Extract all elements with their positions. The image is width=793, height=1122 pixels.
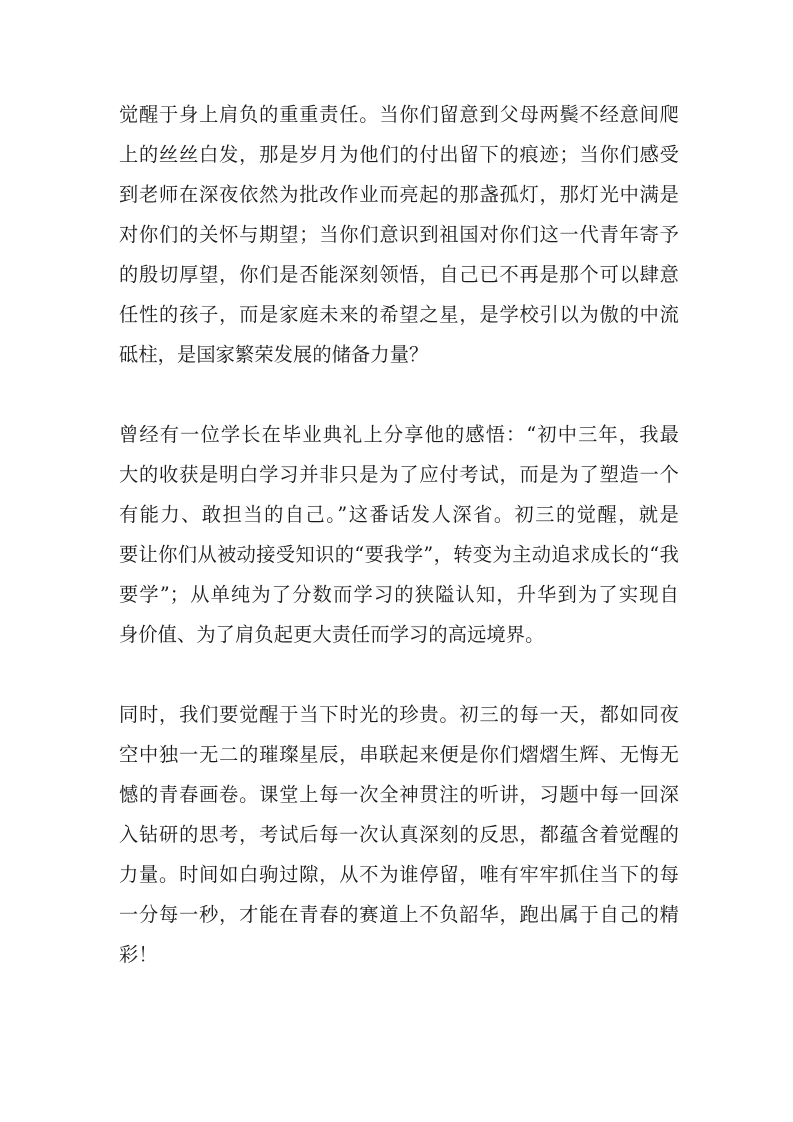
text-line: 大的收获是明白学习并非只是为了应付考试，而是为了塑造一个	[119, 463, 679, 486]
text-line: 入钻研的思考，考试后每一次认真深刻的反思，都蕴含着觉醒的	[119, 823, 679, 846]
text-line: 力量。时间如白驹过隙，从不为谁停留，唯有牢牢抓住当下的每	[119, 863, 679, 886]
text-line: 到老师在深夜依然为批改作业而亮起的那盏孤灯，那灯光中满是	[119, 183, 679, 206]
document-page	[119, 95, 679, 975]
text-line: 砥柱，是国家繁荣发展的储备力量？	[119, 343, 429, 366]
text-line: 身价值、为了肩负起更大责任而学习的高远境界。	[119, 623, 545, 646]
text-line: 对你们的关怀与期望；当你们意识到祖国对你们这一代青年寄予	[119, 223, 679, 246]
text-line: 有能力、敢担当的自己。”这番话发人深省。初三的觉醒，就是	[119, 503, 679, 526]
paragraph-3	[119, 695, 679, 975]
text-line: 要学”；从单纯为了分数而学习的狭隘认知，升华到为了实现自	[119, 583, 679, 606]
text-line: 彩！	[119, 943, 158, 966]
text-line: 觉醒于身上肩负的重重责任。当你们留意到父母两鬓不经意间爬	[119, 103, 679, 126]
text-line: 一分每一秒，才能在青春的赛道上不负韶华，跑出属于自己的精	[119, 903, 679, 926]
paragraph-2	[119, 415, 679, 655]
paragraph-1	[119, 95, 679, 375]
text-line: 曾经有一位学长在毕业典礼上分享他的感悟：“初中三年，我最	[119, 423, 679, 446]
text-line: 憾的青春画卷。课堂上每一次全神贯注的听讲，习题中每一回深	[119, 783, 679, 806]
text-line: 空中独一无二的璀璨星辰，串联起来便是你们熠熠生辉、无悔无	[119, 743, 679, 766]
text-line: 的殷切厚望，你们是否能深刻领悟，自己已不再是那个可以肆意	[119, 263, 679, 286]
text-line: 同时，我们要觉醒于当下时光的珍贵。初三的每一天，都如同夜	[119, 703, 679, 726]
text-line: 任性的孩子，而是家庭未来的希望之星，是学校引以为傲的中流	[119, 303, 679, 326]
text-line: 上的丝丝白发，那是岁月为他们的付出留下的痕迹；当你们感受	[119, 143, 679, 166]
text-line: 要让你们从被动接受知识的“要我学”，转变为主动追求成长的“我	[119, 543, 679, 566]
